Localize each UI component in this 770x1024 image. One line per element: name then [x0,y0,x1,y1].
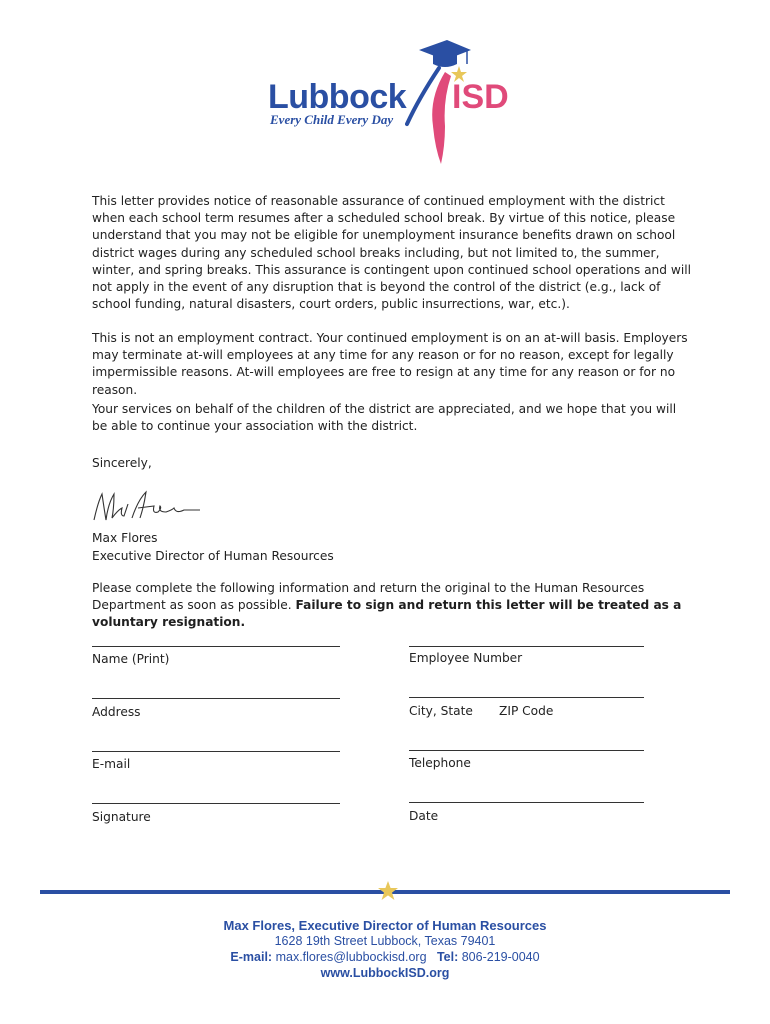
signer-name: Max Flores [92,531,158,545]
name-line[interactable] [92,646,340,647]
telephone-line[interactable] [409,750,644,751]
address-label: Address [92,705,141,719]
name-label: Name (Print) [92,652,170,666]
zip-label: ZIP Code [499,704,554,718]
employee-number-line[interactable] [409,646,644,647]
footer-tel: 806-219-0040 [461,950,540,964]
email-label: E-mail [92,757,131,771]
footer-email[interactable]: max.flores@lubbockisd.org [275,950,427,964]
footer-address: 1628 19th Street Lubbock, Texas 79401 [274,934,496,948]
instructions [92,580,692,632]
handwritten-signature [88,486,208,526]
address-line[interactable] [92,698,340,699]
city-state-label: City, State [409,704,473,718]
footer-email-label: E-mail: [230,950,273,964]
signer-block [92,530,334,565]
logo-isd: ISD [452,78,509,116]
email-line[interactable] [92,751,340,752]
paragraph-appreciation: Your services on behalf of the children of the district are appreciated, and we hope that you will be able to continue your association with the district. [92,402,677,434]
date-label: Date [409,809,439,823]
city-state-zip-line[interactable] [409,697,644,698]
telephone-label: Telephone [409,756,471,770]
logo-tagline: Every Child Every Day [270,112,394,127]
footer-contact [0,950,770,964]
footer-tel-label: Tel: [436,950,459,964]
paragraph-assurance: This letter provides notice of reasonable assurance of continued employment with the district when each school term resumes after a scheduled school break. By virtue of this notice, please understand that you may not be eligible for unemployment insurance benefits drawn on school district wages during any scheduled school breaks including, but not limited to, the summer, winter, and spring breaks. This assurance is contingent upon continued school operations and will not apply in the event of any disruption that is beyond the control of the district (e.g., lack of school funding, natural disasters, court orders, public insurrections, war, etc.). [92,194,692,312]
employee-number-label: Employee Number [409,651,523,665]
footer-name: Max Flores, Executive Director of Human Resources [223,918,547,933]
signer-title: Executive Director of Human Resources [92,548,334,563]
footer-website[interactable]: www.LubbockISD.org [320,966,450,980]
signature-line[interactable] [92,803,340,804]
date-line[interactable] [409,802,644,803]
paragraph-at-will: This is not an employment contract. Your continued employment is on an at-will basis. Employers may terminate at-will employees at any time for any reason or for no reason, except for legally impermissible reasons. At-will employees are free to resign at any time for any reason or for no reason. [92,331,688,397]
star-icon [377,880,399,902]
logo-wordmark: Lubbock [268,78,407,116]
closing: Sincerely, [92,456,152,470]
instructions-warning: Failure to sign and return this letter will be treated as a voluntary resignation. [92,598,682,630]
instructions-text: Please complete the following information and return the original to the Human Resources Department as soon as possible. [92,581,645,613]
signature-label: Signature [92,810,151,824]
